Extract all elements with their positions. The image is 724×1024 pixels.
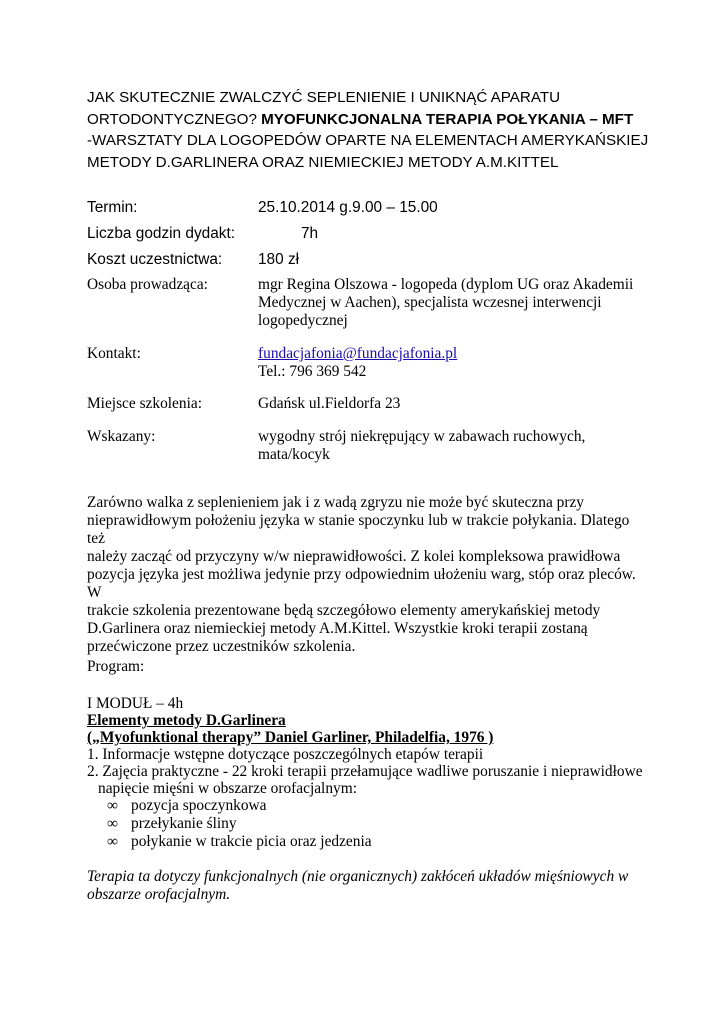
osoba-line-3: logopedycznej	[258, 312, 348, 329]
method-heading-1: Elementy metody D.Garlinera	[87, 712, 286, 729]
program-item-1: 1. Informacje wstępne dotyczące poszczególnych etapów terapii	[87, 746, 484, 763]
description-line: D.Garlinera oraz niemieckiej metody A.M.Kittel. Wszystkie kroki terapii zostaną	[87, 620, 588, 637]
module-heading: I MODUŁ – 4h	[87, 695, 184, 712]
title-line-2-bold: MYOFUNKCJONALNA TERAPIA POŁYKANIA – MFT	[261, 110, 634, 128]
title-line-4: METODY D.GARLINERA ORAZ NIEMIECKIEJ METODY A.M.KITTEL	[87, 153, 559, 171]
title-line-3: -WARSZTATY DLA LOGOPEDÓW OPARTE NA ELEMENTACH AMERYKAŃSKIEJ	[87, 132, 649, 149]
description-paragraph	[87, 494, 647, 656]
description-line: przećwiczone przez uczestników szkolenia.	[87, 638, 356, 655]
miejsce-value: Gdańsk ul.Fieldorfa 23	[258, 395, 401, 412]
title-line-2-normal: ORTODONTYCZNEGO?	[87, 110, 262, 128]
wskazany-line-2: mata/kocyk	[258, 446, 330, 463]
osoba-line-1: mgr Regina Olszowa - logopeda (dyplom UG oraz Akademii	[258, 276, 634, 293]
godziny-value: 7h	[301, 225, 319, 242]
method-heading-2: („Myofunktional therapy” Daniel Garliner, Philadelfia, 1976 )	[87, 729, 494, 746]
koszt-value: 180 zł	[258, 251, 300, 268]
description-line: pozycja języka jest możliwa jedynie przy odpowiednim ułożeniu warg, stóp oraz pleców. W	[87, 566, 636, 601]
osoba-label: Osoba prowadząca:	[87, 276, 208, 293]
godziny-label: Liczba godzin dydakt:	[87, 225, 236, 242]
therapy-note-line-1: Terapia ta dotyczy funkcjonalnych (nie organicznych) zakłóceń układów mięśniowych w	[87, 868, 629, 885]
bullet-item: pozycja spoczynkowa	[131, 797, 267, 814]
wskazany-value	[258, 428, 648, 464]
program-item-2-line-2: napięcie mięśni w obszarze orofacjalnym:	[98, 780, 357, 797]
infinity-bullet-icon: ∞	[107, 833, 118, 850]
description-line: należy zacząć od przyczyny w/w nieprawidłowości. Z kolei kompleksowa prawidłowa	[87, 548, 621, 565]
description-line: trakcie szkolenia prezentowane będą szczegółowo elementy amerykańskiej metody	[87, 602, 601, 619]
osoba-line-2: Medycznej w Aachen), specjalista wczesnej interwencji	[258, 294, 602, 311]
wskazany-label: Wskazany:	[87, 428, 156, 445]
document-title	[87, 87, 657, 173]
koszt-label: Koszt uczestnictwa:	[87, 251, 223, 268]
bullet-item: przełykanie śliny	[131, 815, 237, 832]
description-line: Zarówno walka z seplenieniem jak i z wadą zgryzu nie może być skuteczna przy	[87, 494, 584, 511]
contact-phone: Tel.: 796 369 542	[258, 363, 367, 380]
program-label: Program:	[87, 658, 145, 675]
infinity-bullet-icon: ∞	[107, 797, 118, 814]
therapy-note-line-2: obszarze orofacjalnym.	[87, 886, 231, 903]
infinity-bullet-icon: ∞	[107, 815, 118, 832]
miejsce-label: Miejsce szkolenia:	[87, 395, 202, 412]
termin-value: 25.10.2014 g.9.00 – 15.00	[258, 199, 438, 216]
osoba-value	[258, 276, 648, 330]
termin-label: Termin:	[87, 199, 138, 216]
contact-email-link[interactable]: fundacjafonia@fundacjafonia.pl	[258, 345, 458, 362]
kontakt-label: Kontakt:	[87, 345, 141, 362]
therapy-note	[87, 868, 647, 904]
kontakt-value	[258, 345, 648, 381]
wskazany-line-1: wygodny strój niekrępujący w zabawach ruchowych,	[258, 428, 586, 445]
title-line-1: JAK SKUTECZNIE ZWALCZYĆ SEPLENIENIE I UNIKNĄĆ APARATU	[87, 89, 561, 106]
bullet-item: połykanie w trakcie picia oraz jedzenia	[131, 833, 372, 850]
program-item-2-line-1: 2. Zajęcia praktyczne - 22 kroki terapii przełamujące wadliwe poruszanie i nieprawidłowe	[87, 763, 643, 780]
description-line: nieprawidłowym położeniu języka w stanie spoczynku lub w trakcie połykania. Dlatego też	[87, 512, 630, 547]
title-line-2	[87, 109, 657, 131]
